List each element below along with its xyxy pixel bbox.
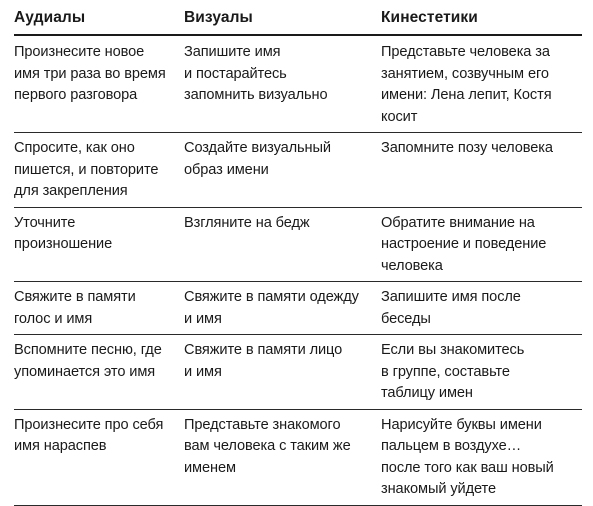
cell-kinesthetic: Представьте человека за занятием, созвучным его имени: Лена лепит, Костя косит: [381, 44, 552, 125]
cell-audial: Произнесите про себя имя нараспев: [14, 416, 164, 454]
cell-visual: Свяжите в памяти одежду и имя: [184, 289, 359, 327]
cell-kinesthetic: Запомните позу человека: [381, 140, 553, 156]
cell-audial: Вспомните песню, где упоминается это имя: [14, 342, 162, 380]
table-row: [14, 35, 582, 133]
memory-techniques-table: [14, 8, 582, 506]
cell-visual: Представьте знакомого вам человека с таким же именем: [184, 416, 351, 476]
cell-visual: Запишите имя и постарайтесь запомнить визуально: [184, 44, 328, 103]
table-header: [14, 8, 582, 35]
header-audials: Аудиалы: [14, 9, 86, 26]
cell-audial: Свяжите в памяти голос и имя: [14, 289, 136, 327]
table-row: [14, 133, 582, 208]
cell-kinesthetic: Обратите внимание на настроение и поведение человека: [381, 214, 547, 274]
header-kinesthetics: Кинестетики: [381, 9, 478, 26]
cell-kinesthetic: Если вы знакомитесь в группе, составьте таблицу имен: [381, 342, 525, 401]
table-body: [14, 35, 582, 505]
table-row: [14, 335, 582, 410]
table-row: [14, 409, 582, 505]
cell-audial: Спросите, как оно пишется, и повторите для закрепления: [14, 140, 159, 199]
cell-visual: Взгляните на бедж: [184, 214, 310, 231]
cell-audial: Произнесите новое имя три раза во время первого разговора: [14, 44, 166, 103]
cell-kinesthetic: Нарисуйте буквы имени пальцем в воздухе… после того как ваш новый знакомый уйдете: [381, 416, 554, 497]
header-row: [14, 8, 582, 35]
header-visuals: Визуалы: [184, 9, 253, 26]
cell-visual: Свяжите в памяти лицо и имя: [184, 342, 343, 380]
cell-audial: Уточните произношение: [14, 214, 113, 252]
table-row: [14, 207, 582, 282]
table-row: [14, 282, 582, 335]
cell-visual: Создайте визуальный образ имени: [184, 140, 331, 178]
cell-kinesthetic: Запишите имя после беседы: [381, 289, 521, 327]
